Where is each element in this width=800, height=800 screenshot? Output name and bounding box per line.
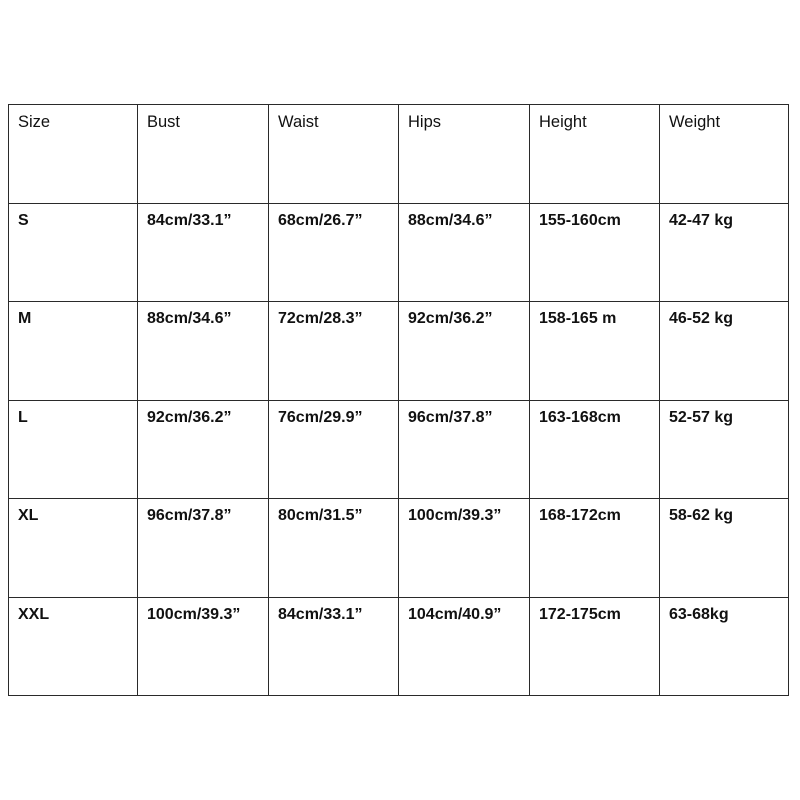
cell-height: 168-172cm: [530, 499, 660, 598]
header-size: Size: [9, 105, 138, 204]
cell-hips: 88cm/34.6”: [399, 203, 530, 302]
table-row: [9, 499, 789, 598]
cell-height: 158-165 m: [530, 302, 660, 401]
header-bust: Bust: [138, 105, 269, 204]
cell-size: XXL: [9, 597, 138, 696]
cell-waist: 72cm/28.3”: [269, 302, 399, 401]
cell-weight: 58-62 kg: [660, 499, 789, 598]
cell-weight: 46-52 kg: [660, 302, 789, 401]
cell-hips: 96cm/37.8”: [399, 400, 530, 499]
cell-hips: 104cm/40.9”: [399, 597, 530, 696]
cell-size: XL: [9, 499, 138, 598]
cell-bust: 88cm/34.6”: [138, 302, 269, 401]
header-weight: Weight: [660, 105, 789, 204]
cell-size: L: [9, 400, 138, 499]
table-row: [9, 203, 789, 302]
cell-weight: 63-68kg: [660, 597, 789, 696]
cell-hips: 92cm/36.2”: [399, 302, 530, 401]
header-height: Height: [530, 105, 660, 204]
cell-height: 172-175cm: [530, 597, 660, 696]
cell-waist: 80cm/31.5”: [269, 499, 399, 598]
header-hips: Hips: [399, 105, 530, 204]
size-chart-table: [8, 104, 789, 696]
cell-bust: 92cm/36.2”: [138, 400, 269, 499]
cell-size: M: [9, 302, 138, 401]
cell-size: S: [9, 203, 138, 302]
cell-bust: 96cm/37.8”: [138, 499, 269, 598]
cell-hips: 100cm/39.3”: [399, 499, 530, 598]
cell-weight: 42-47 kg: [660, 203, 789, 302]
cell-height: 163-168cm: [530, 400, 660, 499]
cell-waist: 76cm/29.9”: [269, 400, 399, 499]
cell-waist: 68cm/26.7”: [269, 203, 399, 302]
cell-weight: 52-57 kg: [660, 400, 789, 499]
header-waist: Waist: [269, 105, 399, 204]
table-header-row: [9, 105, 789, 204]
table-row: [9, 400, 789, 499]
cell-height: 155-160cm: [530, 203, 660, 302]
cell-waist: 84cm/33.1”: [269, 597, 399, 696]
cell-bust: 84cm/33.1”: [138, 203, 269, 302]
table-row: [9, 302, 789, 401]
cell-bust: 100cm/39.3”: [138, 597, 269, 696]
table-row: [9, 597, 789, 696]
